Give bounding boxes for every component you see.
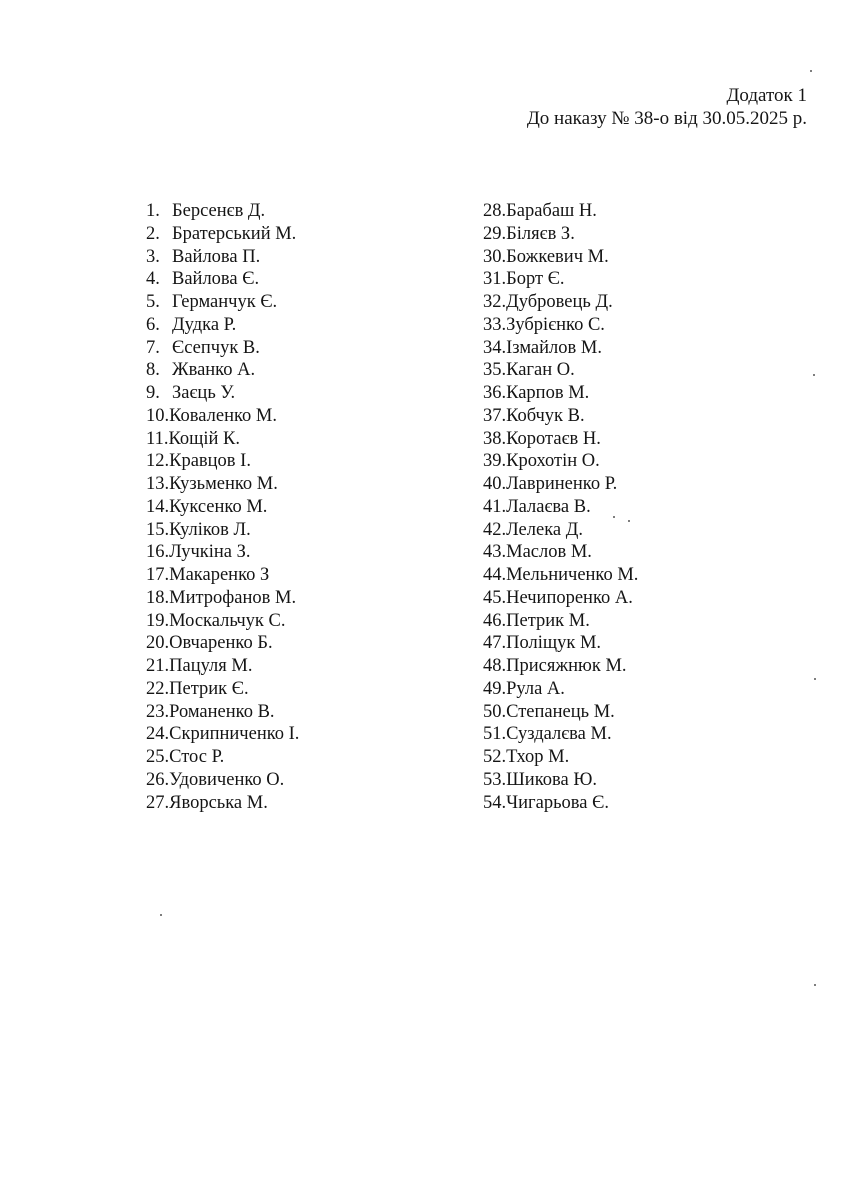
item-number: 51. — [483, 724, 507, 745]
name-list-left — [146, 200, 299, 814]
item-number: 46. — [483, 610, 507, 631]
item-number: 21. — [146, 656, 170, 676]
person-name: Карпов М. — [506, 383, 590, 403]
item-number: 13. — [146, 474, 170, 494]
document-header — [527, 84, 807, 130]
list-item — [483, 450, 638, 473]
list-item — [483, 564, 638, 587]
item-number: 39. — [483, 451, 507, 472]
list-item — [146, 268, 299, 291]
list-item — [146, 473, 299, 496]
item-number: 16. — [146, 542, 170, 563]
list-item — [146, 496, 299, 519]
person-name: Коваленко М. — [169, 405, 277, 426]
item-number: 41. — [483, 496, 507, 517]
list-item — [146, 701, 299, 724]
list-item — [146, 678, 299, 701]
list-item — [146, 769, 299, 792]
item-number: 11. — [146, 428, 169, 449]
name-list-right — [483, 200, 638, 814]
person-name: Крохотін О. — [506, 451, 600, 472]
person-name: Мельниченко М. — [506, 565, 639, 585]
scan-speck — [813, 374, 815, 376]
item-number: 42. — [483, 519, 507, 540]
person-name: Куліков Л. — [169, 519, 251, 540]
person-name: Братерський М. — [172, 223, 297, 244]
person-name: Дудка Р. — [172, 314, 237, 335]
item-number: 6. — [146, 314, 160, 335]
person-name: Берсенєв Д. — [172, 201, 266, 221]
item-number: 45. — [483, 587, 507, 608]
list-item — [483, 382, 638, 405]
list-item — [483, 769, 638, 792]
item-number: 19. — [146, 610, 170, 631]
person-name: Суздалєва М. — [506, 724, 612, 745]
item-number: 32. — [483, 292, 507, 312]
item-number: 36. — [483, 383, 507, 403]
list-item — [483, 701, 638, 724]
list-item — [483, 223, 638, 246]
person-name: Борт Є. — [506, 269, 565, 290]
person-name: Каган О. — [506, 360, 575, 381]
person-name: Лавриненко Р. — [506, 474, 618, 494]
list-item — [146, 746, 299, 769]
list-item — [483, 610, 638, 633]
person-name: Овчаренко Б. — [169, 633, 273, 654]
list-item — [146, 610, 299, 633]
list-item — [146, 314, 299, 337]
list-item — [146, 382, 299, 405]
person-name: Вайлова Є. — [172, 269, 260, 290]
list-item — [146, 587, 299, 610]
person-name: Заєць У. — [172, 383, 236, 403]
list-item — [146, 291, 299, 314]
item-number: 7. — [146, 337, 160, 358]
list-item — [483, 291, 638, 314]
list-item — [483, 746, 638, 769]
list-item — [483, 473, 638, 496]
item-number: 35. — [483, 360, 507, 381]
person-name: Петрик Є. — [169, 678, 249, 699]
person-name: Кобчук В. — [506, 405, 585, 426]
item-number: 34. — [483, 337, 507, 358]
person-name: Митрофанов М. — [169, 587, 297, 608]
person-name: Кощій К. — [168, 428, 240, 449]
scan-speck — [814, 678, 816, 680]
item-number: 24. — [146, 724, 170, 745]
person-name: Поліщук М. — [506, 633, 602, 654]
list-item — [483, 246, 638, 269]
list-item — [483, 678, 638, 701]
item-number: 10. — [146, 405, 170, 426]
person-name: Присяжнюк М. — [506, 656, 627, 676]
item-number: 27. — [146, 792, 170, 813]
list-item — [146, 723, 299, 746]
person-name: Чигарьова Є. — [506, 792, 609, 813]
item-number: 37. — [483, 405, 507, 426]
person-name: Вайлова П. — [172, 246, 261, 267]
person-name: Зубрієнко С. — [506, 314, 605, 335]
person-name: Жванко А. — [172, 360, 256, 381]
person-name: Єсепчук В. — [172, 337, 260, 358]
item-number: 14. — [146, 496, 170, 517]
person-name: Макаренко З — [169, 565, 270, 585]
item-number: 4. — [146, 269, 160, 290]
item-number: 25. — [146, 747, 170, 767]
person-name: Лалаєва В. — [506, 496, 591, 517]
list-item — [483, 655, 638, 678]
list-item — [483, 200, 638, 223]
list-item — [146, 541, 299, 564]
person-name: Стос Р. — [169, 747, 225, 767]
person-name: Дубровець Д. — [506, 292, 613, 312]
item-number: 40. — [483, 474, 507, 494]
item-number: 29. — [483, 223, 507, 244]
list-item — [483, 587, 638, 610]
item-number: 30. — [483, 246, 507, 267]
list-item — [483, 314, 638, 337]
scan-speck — [613, 516, 615, 518]
item-number: 48. — [483, 656, 507, 676]
item-number: 38. — [483, 428, 507, 449]
person-name: Степанець М. — [506, 701, 615, 722]
list-item — [483, 792, 638, 815]
item-number: 23. — [146, 701, 170, 722]
item-number: 18. — [146, 587, 170, 608]
item-number: 1. — [146, 201, 160, 221]
item-number: 50. — [483, 701, 507, 722]
list-item — [483, 723, 638, 746]
list-item — [483, 268, 638, 291]
item-number: 44. — [483, 565, 507, 585]
list-item — [146, 337, 299, 360]
item-number: 8. — [146, 360, 160, 381]
list-item — [483, 337, 638, 360]
scan-speck — [810, 70, 812, 72]
item-number: 12. — [146, 451, 170, 472]
list-item — [483, 405, 638, 428]
person-name: Куксенко М. — [169, 496, 268, 517]
scan-speck — [814, 984, 816, 986]
list-item — [146, 632, 299, 655]
person-name: Яворська М. — [169, 792, 268, 813]
item-number: 2. — [146, 223, 160, 244]
list-item — [146, 450, 299, 473]
list-item — [146, 359, 299, 382]
person-name: Москальчук С. — [169, 610, 286, 631]
item-number: 5. — [146, 292, 160, 312]
item-number: 28. — [483, 201, 507, 221]
item-number: 9. — [146, 383, 160, 403]
list-item — [483, 519, 638, 542]
person-name: Удовиченко О. — [169, 769, 285, 790]
list-item — [146, 246, 299, 269]
person-name: Рула А. — [506, 678, 565, 699]
item-number: 49. — [483, 678, 507, 699]
scan-speck — [160, 914, 162, 916]
item-number: 33. — [483, 314, 507, 335]
person-name: Божкевич М. — [506, 246, 609, 267]
list-item — [146, 223, 299, 246]
person-name: Скрипниченко І. — [169, 724, 300, 745]
item-number: 31. — [483, 269, 507, 290]
list-item — [483, 496, 638, 519]
person-name: Коротаєв Н. — [506, 428, 601, 449]
list-item — [146, 564, 299, 587]
item-number: 3. — [146, 246, 160, 267]
list-item — [483, 359, 638, 382]
person-name: Лелека Д. — [506, 519, 583, 540]
item-number: 22. — [146, 678, 170, 699]
item-number: 43. — [483, 542, 507, 563]
list-item — [146, 519, 299, 542]
list-item — [146, 405, 299, 428]
person-name: Кузьменко М. — [169, 474, 278, 494]
appendix-label: Додаток 1 — [726, 85, 807, 106]
list-item — [146, 792, 299, 815]
person-name: Тхор М. — [506, 747, 570, 767]
item-number: 26. — [146, 769, 170, 790]
list-item — [146, 428, 299, 451]
person-name: Романенко В. — [169, 701, 275, 722]
person-name: Шикова Ю. — [506, 769, 597, 790]
person-name: Германчук Є. — [172, 292, 278, 312]
person-name: Біляєв З. — [506, 223, 575, 244]
item-number: 15. — [146, 519, 170, 540]
list-item — [146, 200, 299, 223]
item-number: 17. — [146, 565, 170, 585]
scan-speck — [628, 520, 630, 522]
item-number: 20. — [146, 633, 170, 654]
item-number: 52. — [483, 747, 507, 767]
list-item — [483, 428, 638, 451]
person-name: Пацуля М. — [169, 656, 253, 676]
item-number: 47. — [483, 633, 507, 654]
person-name: Петрик М. — [506, 610, 590, 631]
item-number: 53. — [483, 769, 507, 790]
list-item — [146, 655, 299, 678]
person-name: Кравцов І. — [169, 451, 251, 472]
person-name: Барабаш Н. — [506, 201, 597, 221]
item-number: 54. — [483, 792, 507, 813]
list-item — [483, 541, 638, 564]
person-name: Лучкіна З. — [169, 542, 251, 563]
person-name: Ізмайлов М. — [506, 337, 602, 358]
person-name: Нечипоренко А. — [506, 587, 633, 608]
order-reference: До наказу № 38-о від 30.05.2025 р. — [526, 108, 807, 129]
person-name: Маслов М. — [506, 542, 592, 563]
list-item — [483, 632, 638, 655]
